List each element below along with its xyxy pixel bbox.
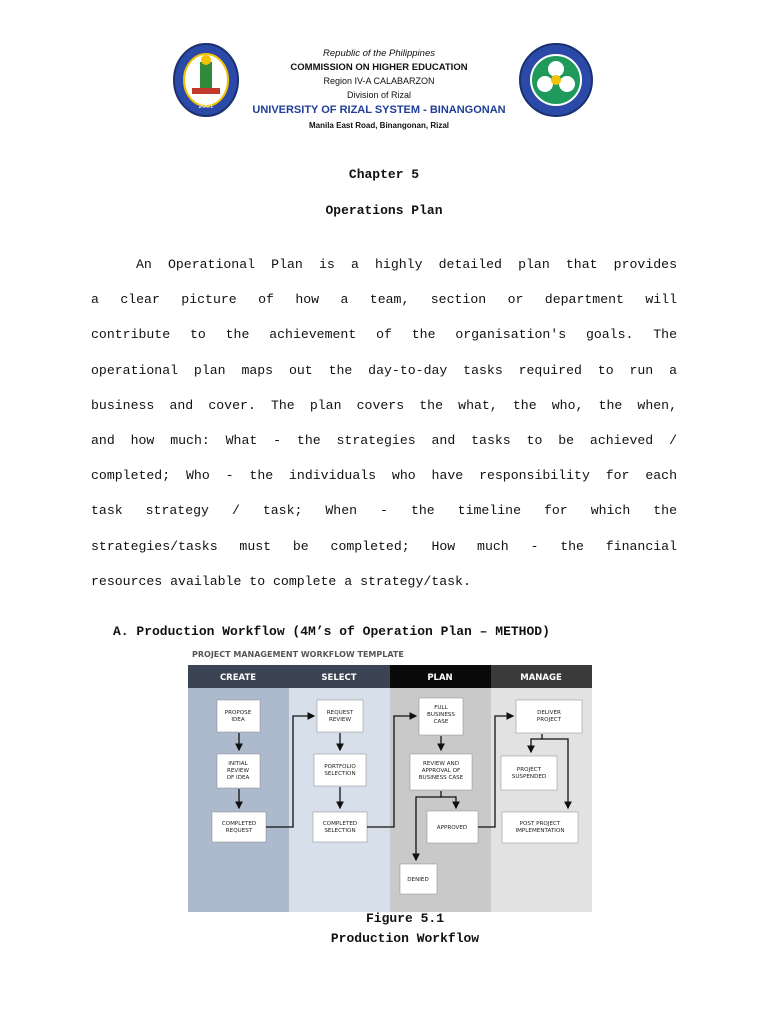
paragraph-line: strategies/tasks must be completed; How much - the financial xyxy=(91,538,677,554)
box-request-review xyxy=(317,700,363,732)
box-text: IDEA xyxy=(231,717,245,723)
figure-number: Figure 5.1 xyxy=(365,911,444,926)
paragraph-line: business and cover. The plan covers the what, the who, the when, xyxy=(91,397,677,413)
letterhead-republic: Republic of the Philippines xyxy=(323,48,435,59)
body-paragraph xyxy=(91,247,677,599)
letterhead-division: Division of Rizal xyxy=(346,90,412,100)
box-completed-request xyxy=(212,812,266,842)
paragraph-line: resources available to complete a strategy/task. xyxy=(91,573,471,589)
paragraph-line: task strategy / task; When - the timeline for which the xyxy=(91,503,677,519)
box-text: REQUEST xyxy=(225,828,253,834)
box-text: BUSINESS CASE xyxy=(418,775,464,781)
box-denied xyxy=(400,864,437,894)
workflow-diagram xyxy=(188,646,592,914)
box-text: REQUEST xyxy=(326,710,354,716)
box-text: FULL xyxy=(434,705,448,711)
paragraph-line: a clear picture of how a team, section or department will xyxy=(91,292,677,308)
box-text: COMPLETED xyxy=(322,821,358,827)
box-text: BUSINESS xyxy=(427,712,455,718)
box-text: PROJECT xyxy=(516,767,542,773)
box-full-business-case xyxy=(419,698,463,735)
box-text: REVIEW xyxy=(227,768,249,774)
box-review-approval xyxy=(410,754,472,790)
university-seal-logo xyxy=(172,42,240,118)
box-completed-selection xyxy=(313,812,367,842)
paragraph-line: completed; Who - the individuals who have responsibility for each xyxy=(91,468,677,484)
column-create: CREATE xyxy=(219,673,257,683)
paragraph-line: An Operational Plan is a highly detailed plan that provides xyxy=(136,257,677,272)
box-text: REVIEW AND xyxy=(422,761,460,767)
letterhead-region: Region IV-A CALABARZON xyxy=(323,76,435,86)
box-text: COMPLETED xyxy=(221,821,257,827)
column-plan: PLAN xyxy=(427,673,453,683)
box-propose-idea xyxy=(217,700,260,732)
box-text: APPROVAL OF xyxy=(421,768,461,774)
box-text: INITIAL xyxy=(228,761,248,767)
letterhead-commission: COMMISSION ON HIGHER EDUCATION xyxy=(290,62,468,73)
graduate-school-logo xyxy=(518,42,594,118)
box-text: IMPLEMENTATION xyxy=(515,828,565,834)
box-deliver-project xyxy=(516,700,582,733)
box-initial-review xyxy=(217,754,260,788)
box-portfolio-selection xyxy=(314,754,366,786)
box-text: PROPOSE xyxy=(224,710,252,716)
letterhead-address: Manila East Road, Binangonan, Rizal xyxy=(308,121,450,130)
svg-text:PROPOSE xyxy=(225,710,252,716)
box-text: DENIED xyxy=(407,877,429,883)
box-project-suspended xyxy=(501,756,557,790)
workflow-title: PROJECT MANAGEMENT WORKFLOW TEMPLATE xyxy=(192,650,404,659)
svg-text:IDEA xyxy=(231,717,244,723)
box-text: OF IDEA xyxy=(226,775,250,781)
letterhead-university: UNIVERSITY OF RIZAL SYSTEM - BINANGONAN xyxy=(252,104,506,116)
figure-title: Production Workflow xyxy=(330,931,480,946)
column-manage: MANAGE xyxy=(520,673,562,683)
column-select: SELECT xyxy=(321,673,357,683)
box-approved xyxy=(427,811,478,843)
box-text: REVIEW xyxy=(329,717,351,723)
box-text: SELECTION xyxy=(324,828,356,834)
box-text: PORTFOLIO xyxy=(324,764,356,770)
paragraph-line: contribute to the achievement of the organisation's goals. The xyxy=(91,327,677,343)
box-post-project xyxy=(502,812,578,843)
box-text: PROJECT xyxy=(536,717,562,723)
box-text: POST PROJECT xyxy=(519,821,561,827)
box-text: APPROVED xyxy=(436,825,468,831)
paragraph-line: operational plan maps out the day-to-day tasks required to run a xyxy=(91,362,677,378)
seal-year-text: 2001 xyxy=(198,103,214,110)
box-text: SUSPENDED xyxy=(511,774,547,780)
box-text: SELECTION xyxy=(324,771,356,777)
box-text: CASE xyxy=(433,719,449,725)
section-heading: A. Production Workflow (4M’s of Operation Plan – METHOD) xyxy=(113,624,550,639)
box-text: DELIVER xyxy=(537,710,561,716)
paragraph-line: and how much: What - the strategies and tasks to be achieved / xyxy=(91,432,677,448)
chapter-heading: Chapter 5 xyxy=(348,167,420,182)
chapter-title: Operations Plan xyxy=(325,203,443,218)
